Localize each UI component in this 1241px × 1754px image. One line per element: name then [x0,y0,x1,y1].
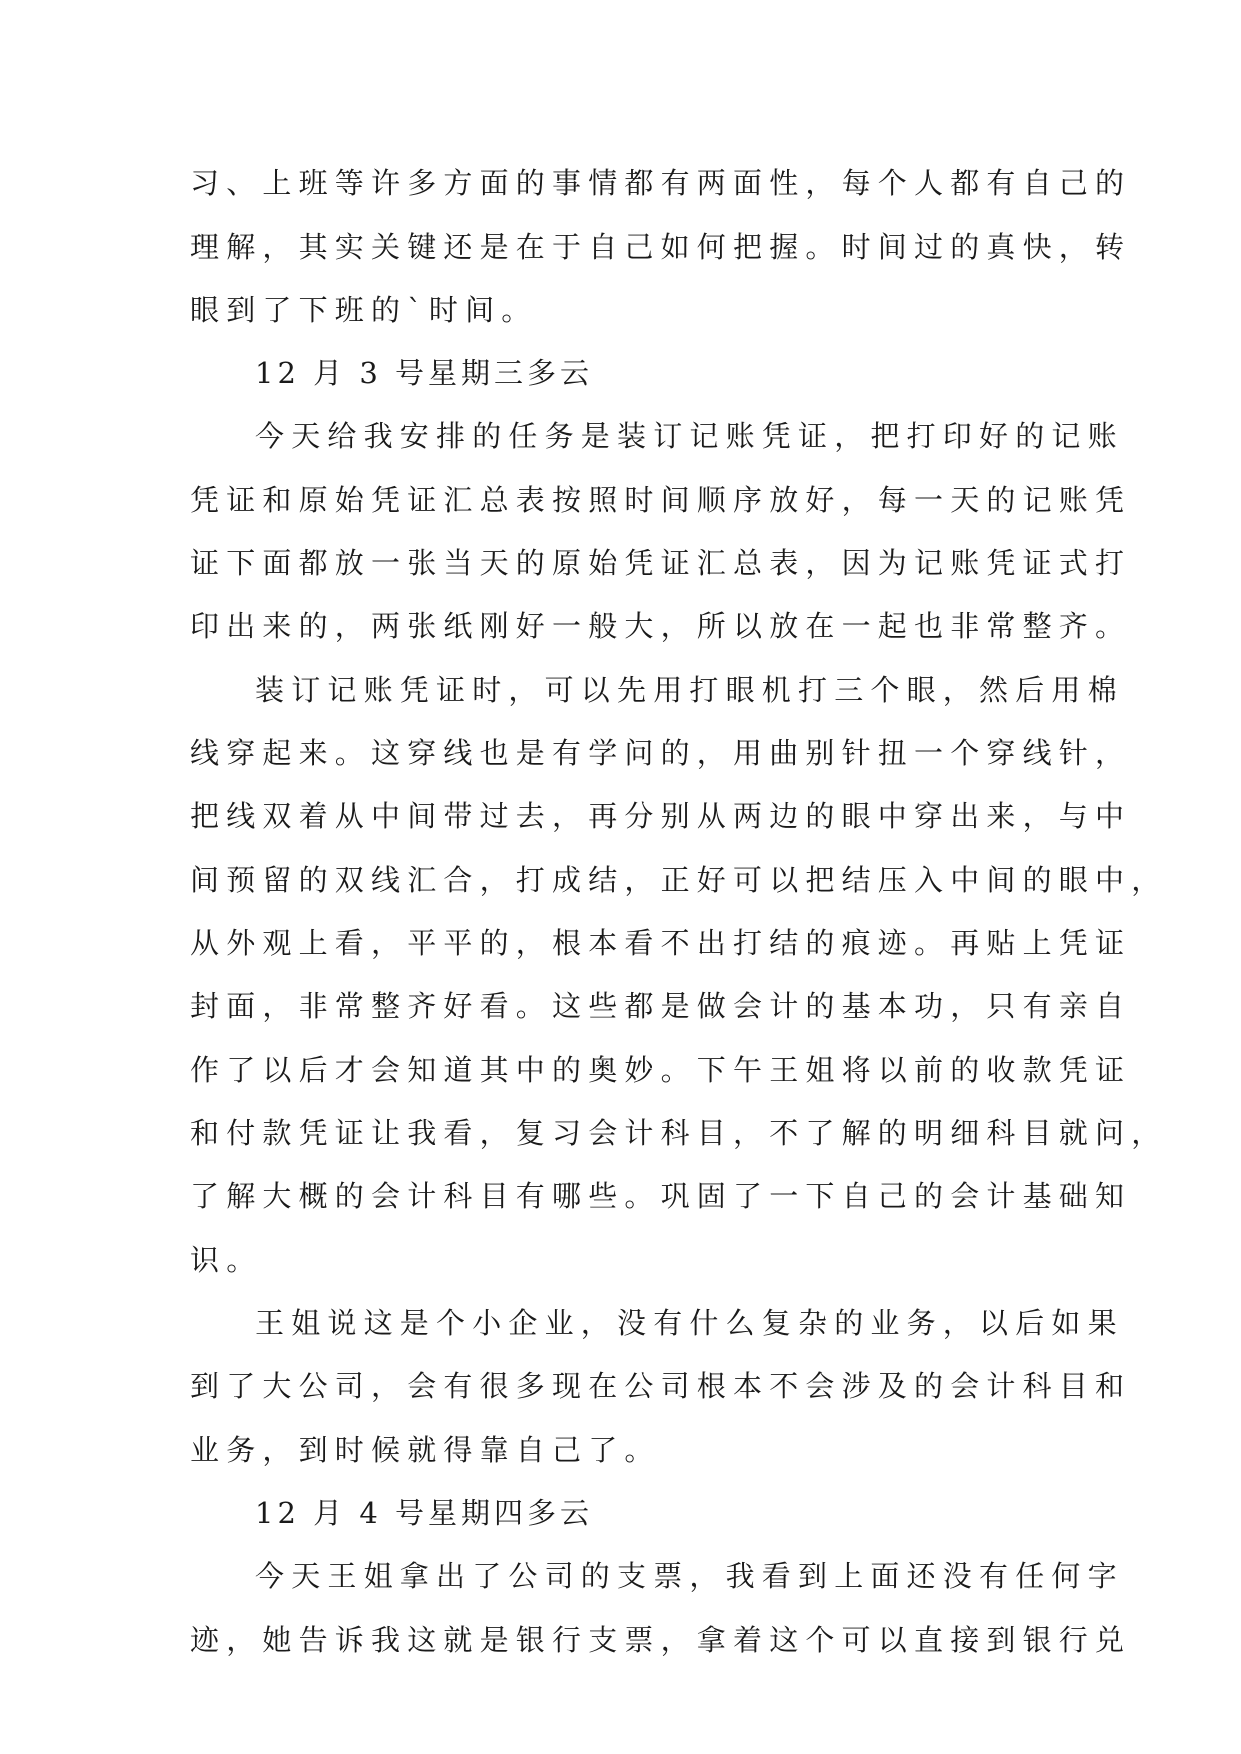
text-line: 线穿起来。这穿线也是有学问的，用曲别针扭一个穿线针， [190,736,1132,770]
paragraph-first-line: 今天给我安排的任务是装订记账凭证，把打印好的记账 [255,419,1124,453]
text-line: 和付款凭证让我看，复习会计科目，不了解的明细科目就问， [190,1116,1168,1150]
paragraph-first-line: 今天王姐拿出了公司的支票，我看到上面还没有任何字 [255,1559,1124,1593]
text-line: 理解，其实关键还是在于自己如何把握。时间过的真快，转 [190,230,1132,264]
text-line: 识。 [190,1243,263,1277]
text-line: 作了以后才会知道其中的奥妙。下午王姐将以前的收款凭证 [190,1053,1132,1087]
text-line: 封面，非常整齐好看。这些都是做会计的基本功，只有亲自 [190,989,1132,1023]
text-line: 业务，到时候就得靠自己了。 [190,1433,661,1467]
text-line: 眼到了下班的`时间。 [190,293,538,327]
text-line: 证下面都放一张当天的原始凭证汇总表，因为记账凭证式打 [190,546,1132,580]
date-heading: 12 月 3 号星期三多云 [255,356,594,390]
text-line: 到了大公司，会有很多现在公司根本不会涉及的会计科目和 [190,1369,1132,1403]
paragraph-first-line: 装订记账凭证时，可以先用打眼机打三个眼，然后用棉 [255,673,1124,707]
text-line: 从外观上看，平平的，根本看不出打结的痕迹。再贴上凭证 [190,926,1132,960]
text-line: 间预留的双线汇合，打成结，正好可以把结压入中间的眼中， [190,863,1168,897]
text-line: 凭证和原始凭证汇总表按照时间顺序放好，每一天的记账凭 [190,483,1132,517]
text-line: 印出来的，两张纸刚好一般大，所以放在一起也非常整齐。 [190,609,1132,643]
text-line: 习、上班等许多方面的事情都有两面性，每个人都有自己的 [190,166,1132,200]
text-line: 了解大概的会计科目有哪些。巩固了一下自己的会计基础知 [190,1179,1132,1213]
paragraph-first-line: 王姐说这是个小企业，没有什么复杂的业务，以后如果 [255,1306,1124,1340]
text-line: 把线双着从中间带过去，再分别从两边的眼中穿出来，与中 [190,799,1132,833]
text-line: 迹，她告诉我这就是银行支票，拿着这个可以直接到银行兑 [190,1623,1132,1657]
date-heading: 12 月 4 号星期四多云 [255,1496,594,1530]
